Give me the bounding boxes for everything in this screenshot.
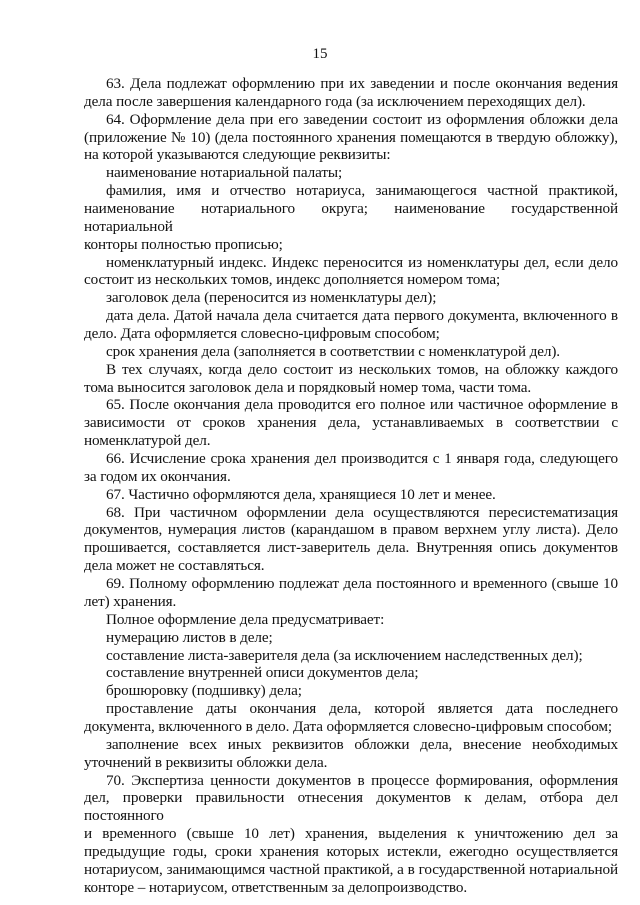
text-line: дела может не составляться. (84, 557, 265, 575)
text-line: 67. Частично оформляются дела, хранящиеся 10 лет и менее. (106, 485, 496, 503)
text-line: 64. Оформление дела при его заведении состоит из оформления обложки дела (106, 110, 618, 128)
paragraph (84, 75, 618, 111)
paragraph (84, 254, 618, 290)
paragraph (84, 682, 618, 700)
text-line: 69. Полному оформлению подлежат дела постоянного и временного (свыше 10 (106, 575, 618, 593)
text-line: конторы полностью прописью; (84, 235, 283, 253)
paragraph (84, 700, 618, 736)
text-line: составление листа-заверителя дела (за исключением наследственных дел); (106, 646, 583, 664)
text-line: дело. Дата оформляется словесно-цифровым способом; (84, 325, 440, 343)
paragraph (84, 307, 618, 343)
paragraph (84, 647, 618, 665)
text-line: В тех случаях, когда дело состоит из нескольких томов, на обложку каждого (106, 360, 618, 378)
text-line: за годом их окончания. (84, 467, 231, 485)
text-line: дата дела. Датой начала дела считается дата первого документа, включенного в (106, 307, 618, 325)
paragraph (84, 736, 618, 772)
text-line: заголовок дела (переносится из номенклатуры дел); (106, 289, 437, 307)
text-line: заполнение всех иных реквизитов обложки дела, внесение необходимых (106, 735, 618, 753)
text-line: на которой указываются следующие реквизиты: (84, 146, 391, 164)
text-line: срок хранения дела (заполняется в соответствии с номенклатурой дел). (106, 342, 561, 360)
text-line: нотариусом, занимающимся частной практикой, а в государственной нотариальной (84, 860, 618, 878)
text-line: документов, нумерация листов (карандашом в правом верхнем углу листа). Дело (84, 521, 618, 539)
text-line: дел, проверки правильности отнесения документов к делам, отбора дел постоянного (84, 789, 618, 825)
text-line: и временного (свыше 10 лет) хранения, выделения к уничтожению дел за (84, 825, 618, 843)
text-line: конторе – нотариусом, ответственным за делопроизводство. (84, 878, 468, 896)
paragraph (84, 164, 618, 182)
paragraph (84, 575, 618, 611)
text-line: фамилия, имя и отчество нотариуса, занимающегося частной практикой, (106, 182, 618, 200)
paragraph (84, 664, 618, 682)
text-line: Полное оформление дела предусматривает: (106, 610, 385, 628)
paragraph (84, 182, 618, 253)
text-line: предыдущие годы, сроки хранения которых истекли, ежегодно осуществляется (84, 842, 618, 860)
paragraph (84, 629, 618, 647)
paragraph (84, 772, 618, 897)
text-line: прошивается, составляется лист-заверитель дела. Внутренняя опись документов (84, 539, 618, 557)
text-line: наименование нотариального округа; наименование государственной нотариальной (84, 200, 618, 235)
paragraph (84, 111, 618, 165)
paragraph (84, 361, 618, 397)
text-line: тома выносится заголовок дела и порядковый номер тома, части тома. (84, 378, 532, 396)
paragraph (84, 486, 618, 504)
document-body (84, 75, 618, 897)
paragraph (84, 343, 618, 361)
paragraph (84, 611, 618, 629)
text-line: лет) хранения. (84, 592, 177, 610)
text-line: дела после завершения календарного года (за исключением переходящих дел). (84, 92, 586, 110)
page-number: 15 (312, 46, 328, 62)
text-line: 63. Дела подлежат оформлению при их заведении и после окончания ведения (106, 75, 618, 92)
paragraph (84, 396, 618, 450)
text-line: проставление даты окончания дела, которой является дата последнего (106, 700, 618, 718)
text-line: номенклатурой дел. (84, 432, 211, 450)
paragraph (84, 289, 618, 307)
text-line: брошюровку (подшивку) дела; (106, 682, 302, 700)
text-line: наименование нотариальной палаты; (106, 164, 343, 182)
text-line: 65. После окончания дела проводится его полное или частичное оформление в (106, 396, 618, 414)
text-line: (приложение № 10) (дела постоянного хранения помещаются в твердую обложку), (84, 128, 618, 146)
text-line: состоит из нескольких томов, индекс дополняется номером тома; (84, 271, 501, 289)
text-line: документа, включенного в дело. Дата оформляется словесно-цифровым способом; (84, 717, 613, 735)
text-line: составление внутренней описи документов дела; (106, 664, 419, 682)
text-line: номенклатурный индекс. Индекс переносится из номенклатуры дел, если дело (106, 253, 618, 271)
text-line: зависимости от сроков хранения дела, устанавливаемых в соответствии с (84, 414, 618, 432)
text-line: 68. При частичном оформлении дела осуществляются пересистематизация (106, 503, 618, 521)
text-line: уточнений в реквизиты обложки дела. (84, 753, 328, 771)
paragraph (84, 450, 618, 486)
text-line: 66. Исчисление срока хранения дел производится с 1 января года, следующего (106, 450, 618, 468)
text-line: 70. Экспертиза ценности документов в процессе формирования, оформления (106, 771, 618, 789)
text-line: нумерацию листов в деле; (106, 628, 273, 646)
paragraph (84, 504, 618, 575)
